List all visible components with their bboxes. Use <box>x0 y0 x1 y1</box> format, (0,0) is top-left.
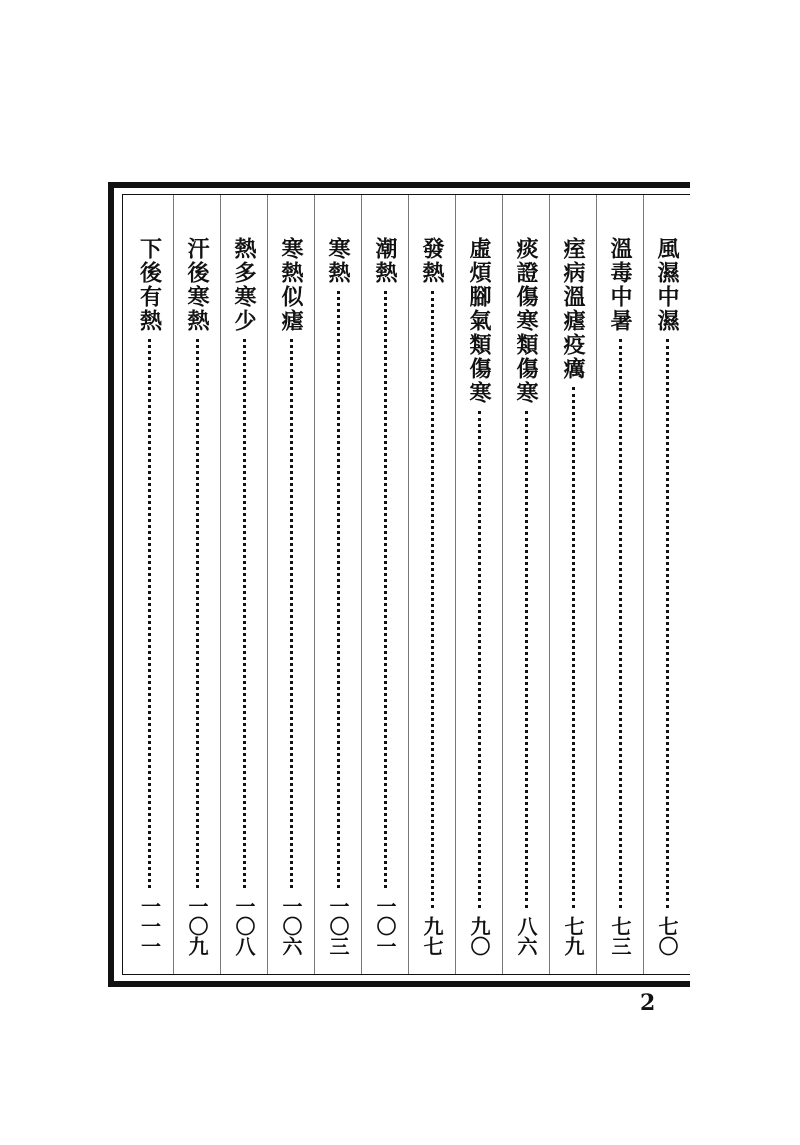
dot-leader <box>196 339 199 888</box>
toc-entry-title: 熱多寒少 <box>231 237 257 333</box>
toc-entry <box>314 195 361 974</box>
dot-leader <box>148 339 151 888</box>
toc-entry <box>173 195 220 974</box>
dot-leader <box>384 291 387 888</box>
toc-entry-page: 一〇八 <box>232 896 256 956</box>
toc-entry-page: 九七 <box>420 916 444 956</box>
toc-frame <box>108 182 690 987</box>
toc-entry-page: 一〇六 <box>279 896 303 956</box>
dot-leader <box>572 387 575 908</box>
toc-entry-title: 寒熱 <box>325 237 351 285</box>
toc-inner-frame <box>122 194 690 975</box>
dot-leader <box>525 411 528 908</box>
toc-entry-page: 七〇 <box>655 916 679 956</box>
toc-entry-page: 一〇九 <box>185 896 209 956</box>
dot-leader <box>619 339 622 908</box>
dot-leader <box>431 291 434 908</box>
page-number: 2 <box>640 990 656 1016</box>
toc-entry-title: 風濕中濕 <box>654 237 680 333</box>
toc-entry-page: 八六 <box>514 916 538 956</box>
toc-entry <box>361 195 408 974</box>
toc-entry <box>549 195 596 974</box>
toc-entry-title: 發熱 <box>419 237 445 285</box>
toc-entry <box>220 195 267 974</box>
dot-leader <box>666 339 669 908</box>
dot-leader <box>290 339 293 888</box>
toc-entry-page: 九〇 <box>467 916 491 956</box>
toc-entry-title: 溫毒中暑 <box>607 237 633 333</box>
toc-entry-page: 一〇一 <box>373 896 397 956</box>
toc-entry-title: 痓病溫瘧疫癘 <box>560 237 586 381</box>
dot-leader <box>243 339 246 888</box>
toc-entry-page: 一〇三 <box>326 896 350 956</box>
toc-entry <box>643 195 690 974</box>
toc-entry-title: 潮熱 <box>372 237 398 285</box>
toc-entry-title: 下後有熱 <box>136 237 163 333</box>
toc-entry-title: 汗後寒熱 <box>184 237 210 333</box>
dot-leader <box>337 291 340 888</box>
toc-entry-title: 痰證傷寒類傷寒 <box>513 237 539 405</box>
toc-entry <box>502 195 549 974</box>
toc-entry <box>408 195 455 974</box>
toc-entry-page: 一一一 <box>137 896 162 956</box>
toc-entry-page: 七三 <box>608 916 632 956</box>
toc-entry <box>455 195 502 974</box>
toc-entry-title: 寒熱似瘧 <box>278 237 304 333</box>
toc-entry-page: 七九 <box>561 916 585 956</box>
toc-entry <box>596 195 643 974</box>
toc-columns <box>123 195 690 974</box>
toc-entry <box>267 195 314 974</box>
toc-entry <box>126 195 173 974</box>
toc-entry-title: 虛煩腳氣類傷寒 <box>466 237 492 405</box>
dot-leader <box>478 411 481 908</box>
